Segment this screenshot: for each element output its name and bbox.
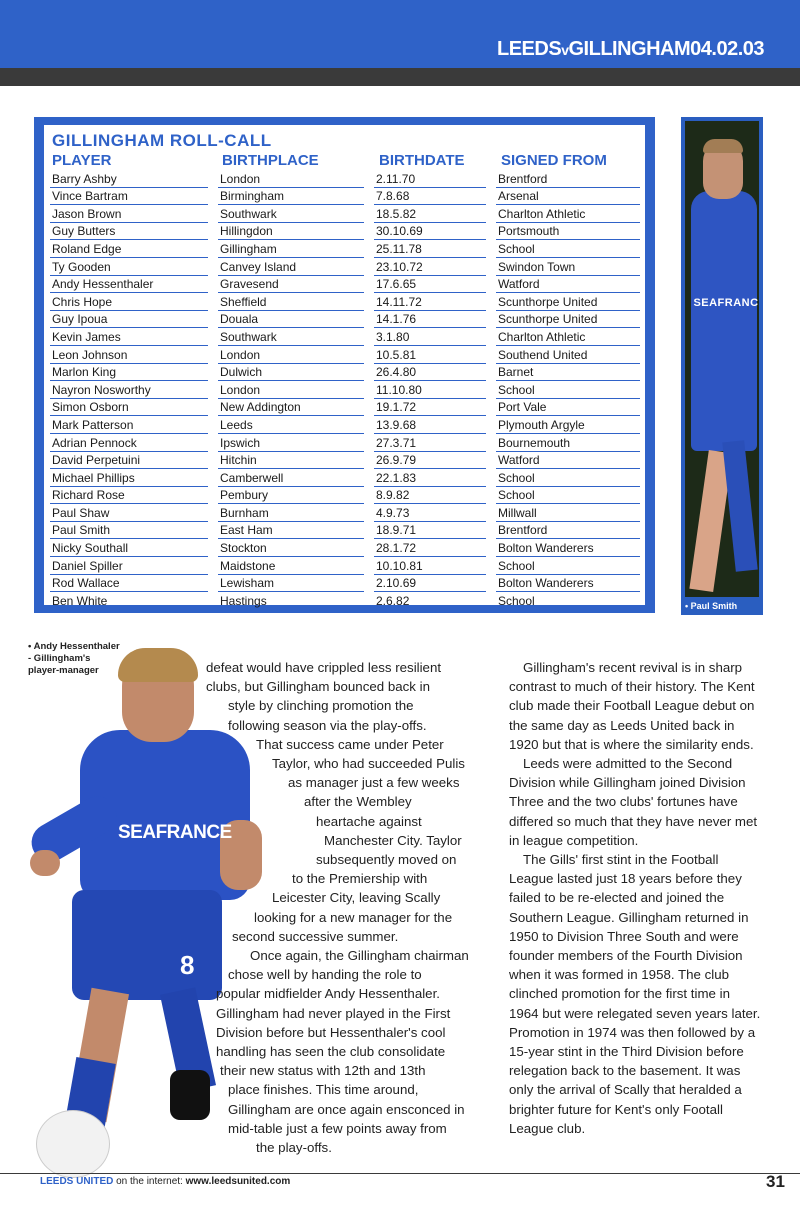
player-name-cell: Vince Bartram: [50, 187, 208, 205]
article-line: Gillingham are once again ensconced in: [228, 1101, 465, 1117]
cell-gap: [364, 293, 374, 311]
player-hair: [703, 139, 743, 153]
table-row: [50, 363, 640, 381]
table-row: [50, 240, 640, 258]
cell-gap: [208, 486, 218, 504]
signed-from-cell: Arsenal: [496, 187, 640, 205]
table-row: [50, 469, 640, 487]
article-line: Once again, the Gillingham chairman: [250, 948, 469, 964]
cell-gap: [364, 504, 374, 522]
birthdate-cell: 27.3.71: [374, 433, 486, 451]
cell-gap: [364, 240, 374, 258]
article-line: looking for a new manager for the: [254, 909, 453, 925]
table-row: [50, 170, 640, 187]
cell-gap: [208, 293, 218, 311]
player-name-cell: Nayron Nosworthy: [50, 381, 208, 399]
col-head-birthplace: BIRTHPLACE: [222, 152, 319, 169]
article-line: to the Premiership with: [292, 871, 428, 887]
cell-gap: [486, 310, 496, 328]
cell-gap: [486, 574, 496, 592]
birthdate-cell: 8.9.82: [374, 486, 486, 504]
paul-smith-photo: [681, 117, 763, 615]
article-line: Gillingham had never played in the First: [216, 1005, 451, 1021]
birthdate-cell: 22.1.83: [374, 469, 486, 487]
player-hair: [118, 648, 198, 682]
birthdate-cell: 10.5.81: [374, 345, 486, 363]
birthplace-cell: Stockton: [218, 539, 364, 557]
birthplace-cell: Birmingham: [218, 187, 364, 205]
signed-from-cell: Brentford: [496, 521, 640, 539]
table-row: [50, 345, 640, 363]
article-line: place finishes. This time around,: [228, 1082, 419, 1098]
birthdate-cell: 14.11.72: [374, 293, 486, 311]
article-line: popular midfielder Andy Hessenthaler.: [216, 986, 440, 1002]
shirt-sponsor: SEAFRANCE: [118, 822, 232, 843]
football: [36, 1110, 110, 1178]
birthplace-cell: London: [218, 381, 364, 399]
caption-line: • Andy Hessenthaler: [28, 641, 120, 652]
cell-gap: [364, 381, 374, 399]
cell-gap: [364, 451, 374, 469]
player-name-cell: Mark Patterson: [50, 416, 208, 434]
birthdate-cell: 18.5.82: [374, 205, 486, 223]
birthdate-cell: 19.1.72: [374, 398, 486, 416]
player-hand: [30, 850, 60, 876]
cell-gap: [364, 205, 374, 223]
cell-gap: [486, 205, 496, 223]
birthdate-cell: 4.9.73: [374, 504, 486, 522]
cell-gap: [208, 433, 218, 451]
footer-club: LEEDS UNITED: [40, 1176, 114, 1187]
article-paragraph: Gillingham's recent revival is in sharp contrast to much of their history. The Kent club made their Football League debut on the same day as Leeds United back in 1920 but that is where the similarity ends.: [509, 660, 755, 752]
cell-gap: [208, 592, 218, 610]
cell-gap: [364, 469, 374, 487]
caption-line: - Gillingham's: [28, 653, 91, 664]
roll-call-table: [50, 170, 640, 610]
article-line: Division before but Hessenthaler's cool: [216, 1024, 446, 1040]
cell-gap: [364, 328, 374, 346]
article-line: handling has seen the club consolidate: [216, 1044, 446, 1060]
cell-gap: [486, 293, 496, 311]
cell-gap: [208, 345, 218, 363]
photo-background: [685, 121, 759, 597]
birthplace-cell: Hillingdon: [218, 222, 364, 240]
signed-from-cell: Brentford: [496, 170, 640, 187]
table-row: [50, 275, 640, 293]
footer-url[interactable]: www.leedsunited.com: [185, 1176, 291, 1187]
cell-gap: [486, 398, 496, 416]
cell-gap: [364, 257, 374, 275]
birthdate-cell: 26.9.79: [374, 451, 486, 469]
cell-gap: [208, 222, 218, 240]
birthdate-cell: 2.10.69: [374, 574, 486, 592]
signed-from-cell: School: [496, 240, 640, 258]
table-row: [50, 574, 640, 592]
signed-from-cell: School: [496, 486, 640, 504]
table-row: [50, 592, 640, 610]
player-name-cell: Marlon King: [50, 363, 208, 381]
signed-from-cell: Port Vale: [496, 398, 640, 416]
birthplace-cell: Southwark: [218, 328, 364, 346]
player-name-cell: Barry Ashby: [50, 170, 208, 187]
birthdate-cell: 28.1.72: [374, 539, 486, 557]
article-line: the play-offs.: [256, 1140, 332, 1156]
table-row: [50, 328, 640, 346]
player-name-cell: David Perpetuini: [50, 451, 208, 469]
cell-gap: [208, 310, 218, 328]
cell-gap: [486, 451, 496, 469]
player-name-cell: Michael Phillips: [50, 469, 208, 487]
birthplace-cell: New Addington: [218, 398, 364, 416]
cell-gap: [486, 469, 496, 487]
article-line: subsequently moved on: [316, 852, 457, 868]
table-row: [50, 539, 640, 557]
cell-gap: [364, 521, 374, 539]
cell-gap: [364, 187, 374, 205]
table-row: [50, 398, 640, 416]
article-line: chose well by handing the role to: [228, 967, 422, 983]
signed-from-cell: Portsmouth: [496, 222, 640, 240]
cell-gap: [364, 539, 374, 557]
birthdate-cell: 30.10.69: [374, 222, 486, 240]
article-paragraph: The Gills' first stint in the Football League lasted just 18 years before they failed to be re-elected and joined the Southern League. Gillingham returned in 1950 to Division Three South and were founder members of the Fourth Division when it was formed in 1958. The club clinched promotion for the first time in 1964 but were relegated seven years later. Promotion in 1974 was then followed by a 15-year stint in the Third Division before relegation back to the basement. It was only the arrival of Scally that heralded a brighter future for Kent's only Footall League club.: [509, 852, 761, 1136]
birthplace-cell: Southwark: [218, 205, 364, 223]
roll-call-box: [34, 117, 655, 613]
birthplace-cell: Gillingham: [218, 240, 364, 258]
header-stripe: [0, 68, 800, 86]
table-row: [50, 504, 640, 522]
birthplace-cell: London: [218, 345, 364, 363]
player-name-cell: Paul Shaw: [50, 504, 208, 522]
cell-gap: [208, 275, 218, 293]
cell-gap: [208, 416, 218, 434]
article-line: second successive summer.: [232, 928, 399, 944]
signed-from-cell: School: [496, 469, 640, 487]
table-row: [50, 416, 640, 434]
cell-gap: [208, 205, 218, 223]
player-boot: [170, 1070, 210, 1120]
birthplace-cell: Camberwell: [218, 469, 364, 487]
signed-from-cell: Charlton Athletic: [496, 328, 640, 346]
player-shorts: [72, 890, 222, 1000]
birthdate-cell: 13.9.68: [374, 416, 486, 434]
table-row: [50, 451, 640, 469]
col-head-player: PLAYER: [52, 152, 112, 169]
cell-gap: [486, 381, 496, 399]
cell-gap: [486, 433, 496, 451]
cell-gap: [208, 328, 218, 346]
birthplace-cell: Burnham: [218, 504, 364, 522]
birthplace-cell: Douala: [218, 310, 364, 328]
player-name-cell: Rod Wallace: [50, 574, 208, 592]
shirt-sponsor: SEAFRANC: [693, 297, 759, 309]
birthdate-cell: 26.4.80: [374, 363, 486, 381]
birthplace-cell: Hitchin: [218, 451, 364, 469]
table-row: [50, 521, 640, 539]
cell-gap: [208, 574, 218, 592]
cell-gap: [486, 521, 496, 539]
caption-line: player-manager: [28, 665, 99, 676]
article-line: Taylor, who had succeeded Pulis: [272, 756, 465, 772]
article-line: heartache against: [316, 813, 422, 829]
player-name-cell: Ben White: [50, 592, 208, 610]
birthplace-cell: Lewisham: [218, 574, 364, 592]
player-name-cell: Andy Hessenthaler: [50, 275, 208, 293]
birthdate-cell: 18.9.71: [374, 521, 486, 539]
birthplace-cell: Hastings: [218, 592, 364, 610]
cell-gap: [486, 222, 496, 240]
birthplace-cell: Ipswich: [218, 433, 364, 451]
article-line: Leicester City, leaving Scally: [272, 890, 441, 906]
player-name-cell: Kevin James: [50, 328, 208, 346]
cell-gap: [486, 416, 496, 434]
player-sock: [722, 440, 757, 572]
cell-gap: [486, 275, 496, 293]
cell-gap: [486, 187, 496, 205]
player-name-cell: Daniel Spiller: [50, 557, 208, 575]
birthplace-cell: Maidstone: [218, 557, 364, 575]
cell-gap: [364, 363, 374, 381]
cell-gap: [364, 170, 374, 187]
table-row: [50, 187, 640, 205]
birthdate-cell: 17.6.65: [374, 275, 486, 293]
away-team: GILLINGHAM: [568, 38, 691, 60]
article-line: their new status with 12th and 13th: [220, 1063, 426, 1079]
birthplace-cell: London: [218, 170, 364, 187]
signed-from-cell: Swindon Town: [496, 257, 640, 275]
col-head-signed-from: SIGNED FROM: [501, 152, 607, 169]
cell-gap: [208, 363, 218, 381]
signed-from-cell: Plymouth Argyle: [496, 416, 640, 434]
player-name-cell: Simon Osborn: [50, 398, 208, 416]
cell-gap: [364, 574, 374, 592]
birthplace-cell: Sheffield: [218, 293, 364, 311]
article-paragraph: Leeds were admitted to the Second Division while Gillingham joined Division Three and the two clubs' fortunes have differed so much that they have never met in league competition.: [509, 756, 758, 848]
player-name-cell: Ty Gooden: [50, 257, 208, 275]
table-row: [50, 205, 640, 223]
table-row: [50, 293, 640, 311]
player-name-cell: Richard Rose: [50, 486, 208, 504]
birthdate-cell: 11.10.80: [374, 381, 486, 399]
cell-gap: [364, 275, 374, 293]
signed-from-cell: Bournemouth: [496, 433, 640, 451]
photo-caption: • Paul Smith: [685, 601, 738, 611]
cell-gap: [364, 486, 374, 504]
table-row: [50, 486, 640, 504]
birthplace-cell: Dulwich: [218, 363, 364, 381]
player-name-cell: Guy Butters: [50, 222, 208, 240]
article-column-1: [206, 658, 476, 1157]
signed-from-cell: Watford: [496, 275, 640, 293]
birthplace-cell: Canvey Island: [218, 257, 364, 275]
birthdate-cell: 14.1.76: [374, 310, 486, 328]
signed-from-cell: Southend United: [496, 345, 640, 363]
page-number: 31: [766, 1172, 785, 1191]
table-row: [50, 433, 640, 451]
article-line: style by clinching promotion the: [228, 698, 414, 714]
footer-label: on the internet:: [113, 1176, 186, 1187]
cell-gap: [486, 170, 496, 187]
cell-gap: [208, 170, 218, 187]
cell-gap: [486, 486, 496, 504]
birthdate-cell: 23.10.72: [374, 257, 486, 275]
match-date: 04.02.03: [690, 38, 764, 60]
player-name-cell: Nicky Southall: [50, 539, 208, 557]
cell-gap: [486, 240, 496, 258]
birthdate-cell: 2.11.70: [374, 170, 486, 187]
table-row: [50, 257, 640, 275]
table-row: [50, 222, 640, 240]
signed-from-cell: Barnet: [496, 363, 640, 381]
cell-gap: [208, 521, 218, 539]
article-line: That success came under Peter: [256, 736, 444, 752]
cell-gap: [486, 539, 496, 557]
cell-gap: [208, 240, 218, 258]
versus: v: [561, 42, 569, 58]
cell-gap: [208, 539, 218, 557]
birthdate-cell: 3.1.80: [374, 328, 486, 346]
article-line: defeat would have crippled less resilient: [206, 660, 442, 675]
cell-gap: [486, 504, 496, 522]
birthplace-cell: Gravesend: [218, 275, 364, 293]
player-shirt: [691, 191, 757, 451]
signed-from-cell: Charlton Athletic: [496, 205, 640, 223]
footer-text: [40, 1176, 290, 1187]
cell-gap: [364, 557, 374, 575]
player-name-cell: Jason Brown: [50, 205, 208, 223]
article-line: Manchester City. Taylor: [324, 832, 462, 848]
cell-gap: [208, 381, 218, 399]
roll-call-panel: [44, 125, 645, 608]
article-line: after the Wembley: [304, 794, 412, 810]
birthplace-cell: Pembury: [218, 486, 364, 504]
shirt-number: 8: [180, 950, 195, 980]
birthdate-cell: 25.11.78: [374, 240, 486, 258]
signed-from-cell: Bolton Wanderers: [496, 574, 640, 592]
player-caption: [28, 641, 128, 677]
cell-gap: [486, 257, 496, 275]
cell-gap: [486, 557, 496, 575]
birthdate-cell: 7.8.68: [374, 187, 486, 205]
signed-from-cell: Watford: [496, 451, 640, 469]
cell-gap: [208, 504, 218, 522]
cell-gap: [208, 187, 218, 205]
col-head-birthdate: BIRTHDATE: [379, 152, 465, 169]
player-name-cell: Guy Ipoua: [50, 310, 208, 328]
article-column-2: [509, 658, 761, 1138]
cell-gap: [208, 257, 218, 275]
cell-gap: [486, 592, 496, 610]
cell-gap: [364, 310, 374, 328]
cell-gap: [364, 222, 374, 240]
cell-gap: [486, 363, 496, 381]
cell-gap: [208, 398, 218, 416]
signed-from-cell: School: [496, 557, 640, 575]
birthdate-cell: 2.6.82: [374, 592, 486, 610]
article-line: mid-table just a few points away from: [228, 1120, 447, 1136]
article-line: clubs, but Gillingham bounced back in: [206, 679, 430, 695]
roll-call-title: GILLINGHAM ROLL-CALL: [52, 131, 272, 150]
player-name-cell: Adrian Pennock: [50, 433, 208, 451]
cell-gap: [208, 451, 218, 469]
birthplace-cell: East Ham: [218, 521, 364, 539]
home-team: LEEDS: [497, 38, 562, 60]
article-line: following season via the play-offs.: [228, 717, 427, 733]
signed-from-cell: School: [496, 381, 640, 399]
player-name-cell: Leon Johnson: [50, 345, 208, 363]
cell-gap: [364, 345, 374, 363]
birthdate-cell: 10.10.81: [374, 557, 486, 575]
table-row: [50, 557, 640, 575]
player-name-cell: Chris Hope: [50, 293, 208, 311]
player-name-cell: Paul Smith: [50, 521, 208, 539]
cell-gap: [486, 345, 496, 363]
signed-from-cell: Millwall: [496, 504, 640, 522]
cell-gap: [364, 592, 374, 610]
signed-from-cell: Scunthorpe United: [496, 293, 640, 311]
signed-from-cell: Bolton Wanderers: [496, 539, 640, 557]
footer-rule: [0, 1173, 800, 1174]
signed-from-cell: Scunthorpe United: [496, 310, 640, 328]
cell-gap: [364, 416, 374, 434]
match-title: [497, 38, 764, 61]
cell-gap: [364, 433, 374, 451]
cell-gap: [208, 469, 218, 487]
article-line: as manager just a few weeks: [288, 775, 460, 791]
signed-from-cell: School: [496, 592, 640, 610]
table-row: [50, 381, 640, 399]
cell-gap: [208, 557, 218, 575]
birthplace-cell: Leeds: [218, 416, 364, 434]
cell-gap: [486, 328, 496, 346]
table-row: [50, 310, 640, 328]
cell-gap: [364, 398, 374, 416]
player-name-cell: Roland Edge: [50, 240, 208, 258]
